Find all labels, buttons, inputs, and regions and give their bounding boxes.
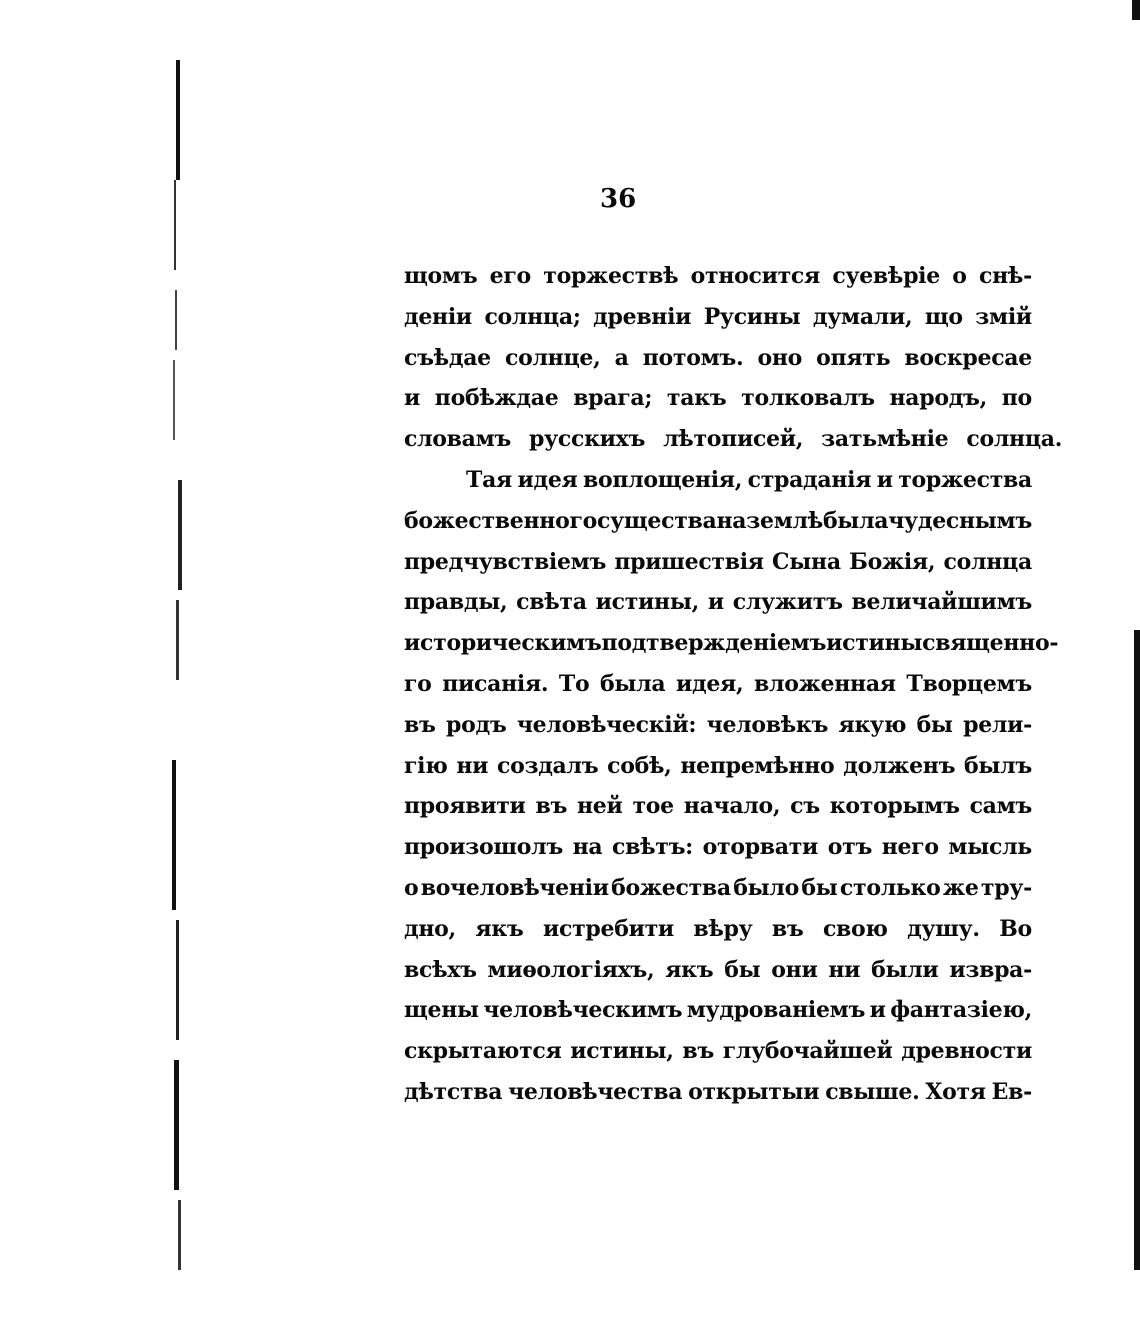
word: лѣтописей, — [663, 426, 804, 453]
word: бы — [724, 956, 761, 983]
word: гію — [404, 752, 448, 779]
word: глубочайшей — [722, 1038, 893, 1065]
text-line — [404, 827, 1032, 868]
word: оторвати — [702, 834, 819, 861]
word: щены — [404, 997, 479, 1024]
word: произошолъ — [404, 834, 563, 861]
word: воплощенія, — [582, 466, 743, 493]
text-line — [404, 1072, 1032, 1113]
word: русскихъ — [529, 426, 646, 453]
word: дѣтства — [404, 1078, 503, 1105]
text-line — [404, 909, 1032, 950]
word: Во — [999, 915, 1032, 942]
word: собѣ, — [607, 752, 672, 779]
word: Русины — [703, 303, 801, 330]
word: по — [1001, 385, 1032, 412]
word: такъ — [666, 385, 727, 412]
word: и — [876, 466, 893, 493]
word: истины — [826, 630, 923, 657]
word: ни — [456, 752, 489, 779]
text-line — [404, 705, 1032, 746]
text-line — [404, 868, 1032, 909]
word: оно — [757, 344, 803, 371]
word: щомъ — [404, 263, 478, 289]
word: родъ — [446, 711, 507, 738]
word: потомъ. — [642, 344, 744, 371]
text-line — [404, 297, 1032, 338]
word: свыше. — [825, 1078, 920, 1105]
word: мысль — [948, 834, 1032, 861]
text-line — [404, 786, 1032, 827]
word: торжества — [898, 466, 1032, 493]
word: было — [733, 874, 799, 901]
text-line — [404, 501, 1032, 542]
word: вѣру — [693, 915, 753, 942]
word: врага; — [573, 385, 653, 412]
word: съ — [790, 793, 820, 820]
word: правды, — [404, 589, 508, 616]
word: былъ — [964, 752, 1032, 779]
word: Тая — [466, 466, 512, 493]
word: въ — [682, 1038, 714, 1065]
word: была — [822, 507, 889, 534]
text-line — [404, 746, 1032, 787]
word: воскресае — [904, 344, 1032, 371]
text-line — [404, 623, 1059, 664]
word: снѣ- — [979, 263, 1032, 289]
word: извра- — [949, 956, 1032, 983]
text-line — [404, 950, 1032, 991]
word: которымъ — [829, 793, 960, 820]
word: бы — [801, 874, 838, 901]
word: существа — [597, 507, 717, 534]
word: отъ — [827, 834, 873, 861]
text-line — [404, 460, 1032, 501]
word: фантазіею, — [890, 997, 1032, 1024]
word: Сына — [772, 548, 841, 575]
word: человѣчества — [508, 1078, 683, 1105]
word: солнца. — [966, 426, 1063, 453]
word: То — [558, 670, 590, 697]
word: ни — [828, 956, 861, 983]
word: него — [881, 834, 939, 861]
word: о — [404, 874, 419, 901]
word: древніи — [593, 303, 692, 330]
word: истины, — [570, 1038, 674, 1065]
word: солнца — [943, 548, 1032, 575]
word: столько — [839, 874, 941, 901]
text-line — [404, 378, 1032, 419]
word: создалъ — [496, 752, 599, 779]
word: они — [771, 956, 818, 983]
word: и — [404, 385, 421, 412]
word: душу. — [907, 915, 980, 942]
text-line — [404, 990, 1032, 1031]
text-line — [404, 582, 1032, 623]
word: идея — [517, 466, 578, 493]
word: и — [707, 589, 724, 616]
scan-edge-mark-left — [170, 60, 190, 1270]
word: рели- — [963, 711, 1032, 738]
word: землѣ — [746, 507, 823, 534]
word: чудеснымъ — [888, 507, 1032, 534]
word: съѣдае — [404, 344, 491, 371]
word: долженъ — [843, 752, 956, 779]
word: затьмѣніе — [821, 426, 949, 453]
word: величайшимъ — [851, 589, 1032, 616]
word: древности — [901, 1038, 1032, 1065]
word: страданія — [747, 466, 872, 493]
word: писанія. — [442, 670, 549, 697]
word: начало, — [683, 793, 781, 820]
word: скрытаются — [404, 1038, 562, 1065]
word: словамъ — [404, 426, 512, 453]
word: свѣта — [516, 589, 587, 616]
word: была — [600, 670, 666, 697]
text-line — [404, 338, 1032, 379]
word: же — [942, 874, 979, 901]
word: тое — [632, 793, 674, 820]
word: всѣхъ — [404, 956, 477, 983]
word: на — [716, 507, 747, 534]
word: Ев- — [991, 1078, 1032, 1105]
word: бы — [916, 711, 953, 738]
word: его — [489, 263, 531, 289]
word: человѣческій: — [516, 711, 697, 738]
text-line — [404, 256, 1032, 297]
word: суевѣріе — [832, 263, 940, 289]
word: Божія, — [849, 548, 936, 575]
word: относится — [690, 263, 820, 289]
word: человѣкъ — [706, 711, 829, 738]
word: самъ — [969, 793, 1032, 820]
word: Хотя — [925, 1078, 986, 1105]
word: историческимъ — [404, 630, 602, 657]
word: що — [924, 303, 963, 330]
word: солнца; — [484, 303, 581, 330]
word: истребити — [542, 915, 674, 942]
word: миѳологіяхъ, — [487, 956, 655, 983]
word: побѣждае — [434, 385, 559, 412]
page-number: 36 — [600, 184, 637, 214]
word: пришествія — [614, 548, 764, 575]
word: о — [952, 263, 967, 289]
word: якъ — [665, 956, 714, 983]
word: мудрованіемъ — [686, 997, 866, 1024]
word: вложенная — [754, 670, 896, 697]
word: якую — [838, 711, 907, 738]
word: были — [871, 956, 939, 983]
word: въ — [771, 915, 804, 942]
word: человѣческимъ — [483, 997, 683, 1024]
word: змій — [975, 303, 1032, 330]
word: деніи — [404, 303, 472, 330]
word: тру- — [980, 874, 1032, 901]
word: вочеловѣченіи — [420, 874, 609, 901]
text-line — [404, 1031, 1032, 1072]
word: и — [869, 997, 886, 1024]
word: опять — [816, 344, 891, 371]
word: открытыи — [688, 1078, 820, 1105]
word: проявити — [404, 793, 526, 820]
word: свѣтъ: — [611, 834, 693, 861]
word: идея, — [675, 670, 744, 697]
word: божественного — [404, 507, 598, 534]
word: на — [572, 834, 603, 861]
word: Творцемъ — [906, 670, 1032, 697]
word: истины, — [595, 589, 699, 616]
word: думали, — [812, 303, 913, 330]
word: народъ, — [889, 385, 987, 412]
word: божества — [611, 874, 731, 901]
scan-edge-mark-right — [1128, 0, 1140, 1344]
text-line — [404, 664, 1032, 705]
body-text — [404, 256, 1063, 1113]
word: якъ — [475, 915, 524, 942]
word: солнце, — [504, 344, 601, 371]
word: свою — [822, 915, 888, 942]
word: дно, — [404, 915, 456, 942]
word: го — [404, 670, 432, 697]
word: подтвержденіемъ — [601, 630, 827, 657]
word: а — [614, 344, 629, 371]
word: толковалъ — [741, 385, 875, 412]
word: служитъ — [732, 589, 843, 616]
word: непремѣнно — [680, 752, 835, 779]
word: ней — [576, 793, 623, 820]
word: торжествѣ — [543, 263, 679, 289]
word: въ — [535, 793, 568, 820]
word: священно- — [922, 630, 1059, 657]
word: въ — [404, 711, 436, 738]
word: предчувствіемъ — [404, 548, 607, 575]
text-line — [404, 542, 1032, 583]
text-line — [404, 419, 1063, 460]
